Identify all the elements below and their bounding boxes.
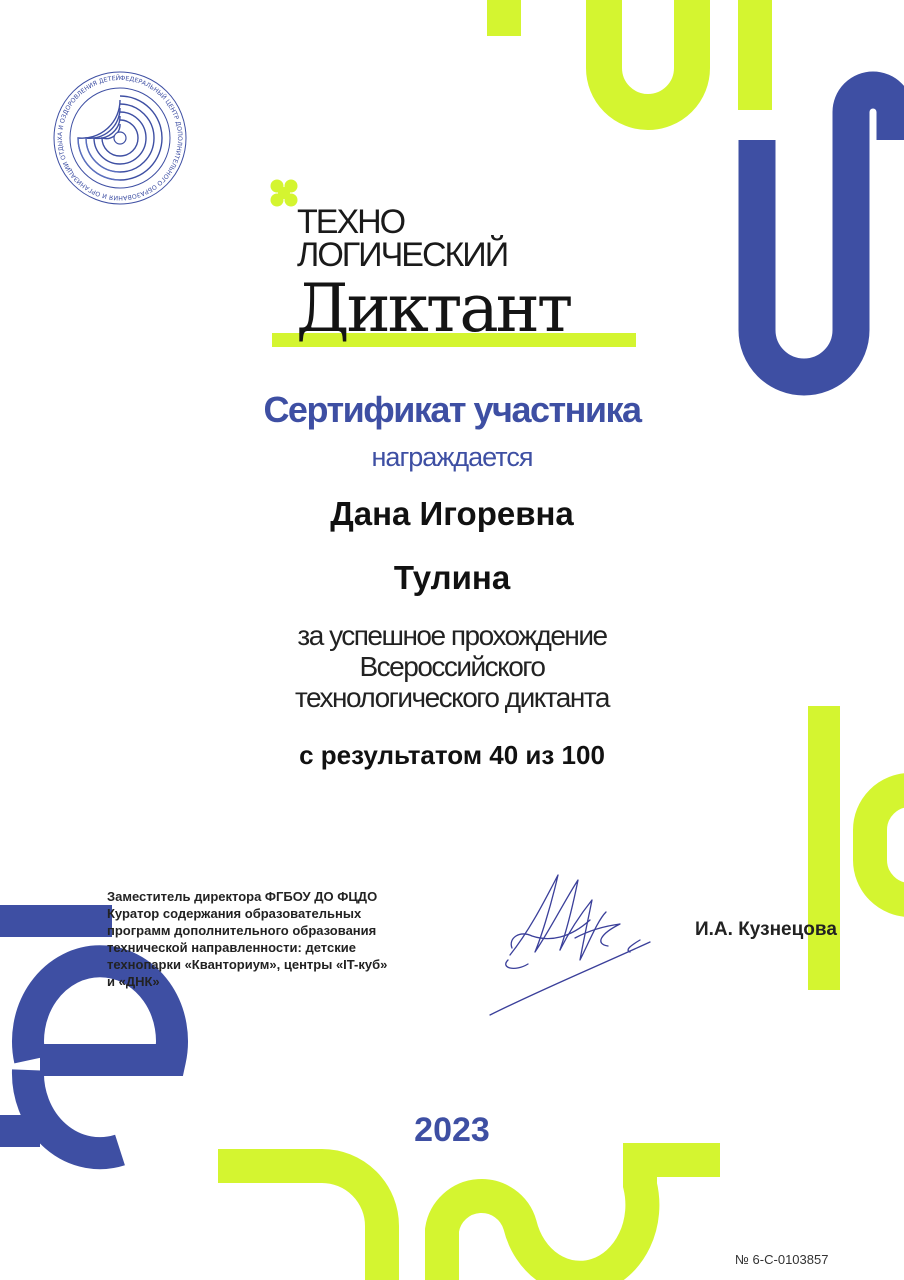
title-line-2: ЛОГИЧЕСКИЙ [297, 236, 508, 274]
logo-ring-text: ФЕДЕРАЛЬНЫЙ ЦЕНТР ДОПОЛНИТЕЛЬНОГО ОБРАЗОВАНИЯ И ОРГАНИЗАЦИИ ОТДЫХА И ОЗДОРОВЛЕНИЯ ДЕТЕЙ [56, 74, 183, 202]
awarded-text: награждается [371, 442, 533, 472]
reason-line-3: технологического диктанта [295, 682, 609, 713]
title-line-1: ТЕХНО [297, 203, 405, 241]
certificate-year: 2023 [414, 1111, 490, 1149]
fcdo-logo [52, 70, 188, 206]
handwritten-signature [480, 860, 680, 1030]
result-text: с результатом 40 из 100 [299, 740, 605, 770]
signer-title-line: программ дополнительного образования [107, 923, 377, 938]
participant-surname: Тулина [393, 559, 511, 596]
certificate-number: № 6-С-0103857 [735, 1252, 829, 1267]
signer-title-line: Куратор содержания образовательных [107, 906, 362, 921]
participant-first-name: Дана Игоревна [330, 495, 574, 532]
signer-title-line: технопарки «Кванториум», центры «IT-куб» [107, 957, 388, 972]
reason-line-1: за успешное прохождение [297, 620, 607, 651]
signer-title-line: и «ДНК» [107, 974, 160, 989]
signer-title [107, 888, 437, 990]
signer-name: И.А. Кузнецова [695, 919, 837, 940]
certificate-heading: Сертификат участника [263, 389, 641, 430]
title-line-3: Диктант [296, 270, 571, 347]
signer-title-line: технической направленности: детские [107, 940, 356, 955]
signer-title-line: Заместитель директора ФГБОУ ДО ФЦДО [107, 889, 378, 904]
reason-line-2: Всероссийского [359, 651, 545, 682]
